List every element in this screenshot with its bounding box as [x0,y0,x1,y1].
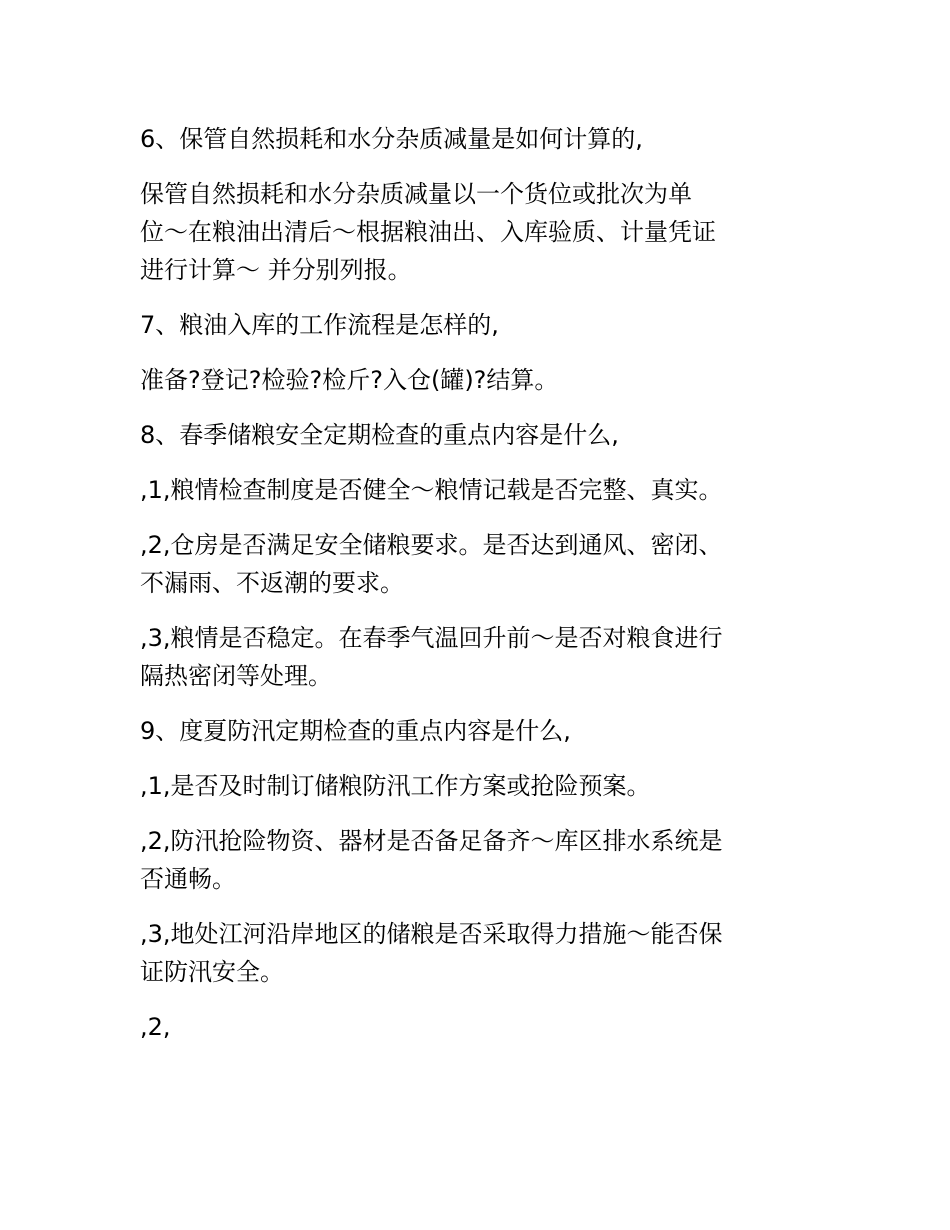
text-line: ,3,粮情是否稳定。在春季气温回升前～是否对粮食进行 [140,624,723,652]
text-line: ,2,防汛抢险物资、器材是否备足备齐～库区排水系统是 [140,827,723,855]
answer-item [140,822,810,898]
text-line: ,2,仓房是否满足安全储粮要求。是否达到通风、密闭、 [140,531,723,559]
text-line: 7、粮油入库的工作流程是怎样的, [140,311,499,339]
text-line: ,3,地处江河沿岸地区的储粮是否采取得力措施～能否保 [140,920,723,948]
answer-item [140,767,810,805]
answer-paragraph [140,361,810,399]
text-line: 保管自然损耗和水分杂质减量以一个货位或批次为单 [140,180,692,208]
text-line: 进行计算～ 并分别列报。 [140,256,412,284]
answer-item [140,1008,810,1046]
text-line: 准备?登记?检验?检斤?入仓(罐)?结算。 [140,366,559,394]
text-line: 6、保管自然损耗和水分杂质减量是如何计算的, [140,125,643,153]
answer-item [140,619,810,695]
text-line: ,1,是否及时制订储粮防汛工作方案或抢险预案。 [140,772,651,800]
text-line: 否通畅。 [140,865,236,893]
text-line: 隔热密闭等处理。 [140,662,332,690]
question-heading [140,306,810,344]
text-line: 位～在粮油出清后～根据粮油出、入库验质、计量凭证 [140,218,716,246]
question-heading [140,416,810,454]
question-heading [140,712,810,750]
answer-item [140,526,810,602]
text-line: 9、度夏防汛定期检查的重点内容是什么, [140,717,571,745]
text-line: 证防汛安全。 [140,958,284,986]
text-line: ,1,粮情检查制度是否健全～粮情记载是否完整、真实。 [140,476,723,504]
text-line: 不漏雨、不返潮的要求。 [140,569,404,597]
answer-item [140,471,810,509]
text-line: 8、春季储粮安全定期检查的重点内容是什么, [140,421,619,449]
answer-paragraph [140,175,810,289]
answer-item [140,915,810,991]
question-heading [140,120,810,158]
text-line: ,2, [140,1013,171,1041]
document-body [140,120,810,1063]
